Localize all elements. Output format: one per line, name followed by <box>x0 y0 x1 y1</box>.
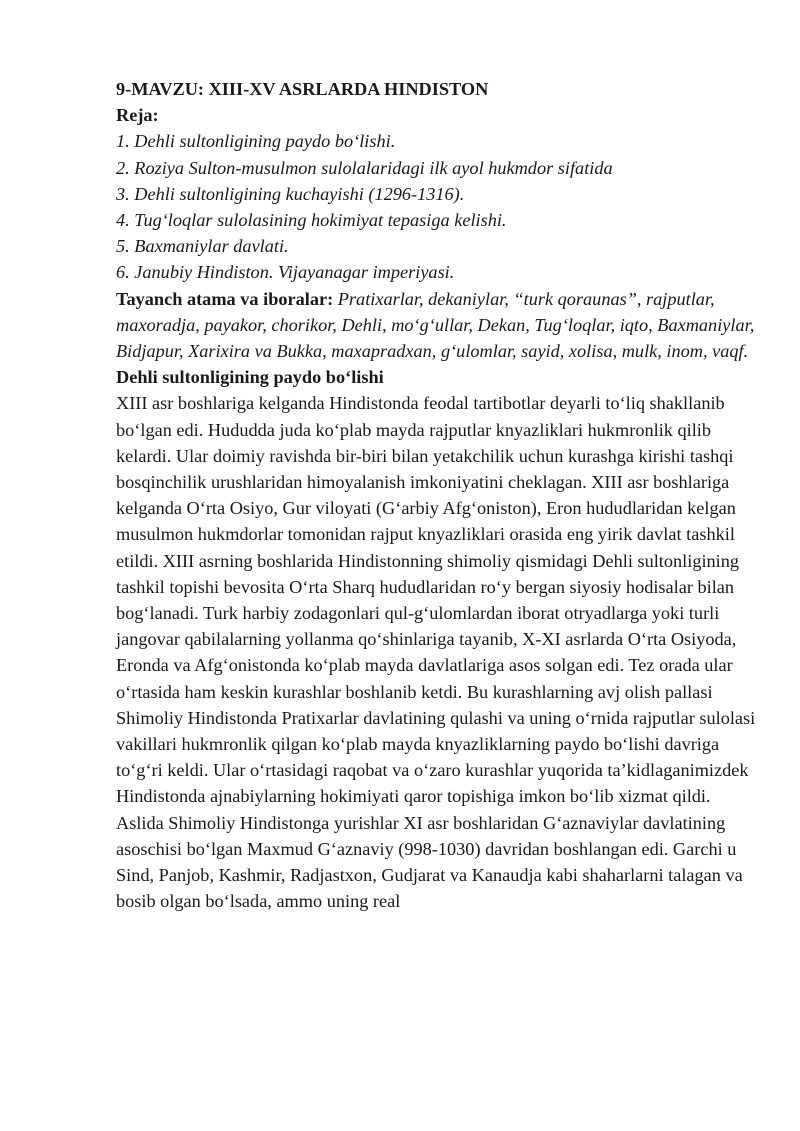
plan-item: 6. Janubiy Hindiston. Vijayanagar imperiyasi. <box>116 262 455 283</box>
plan-item: 4. Tug‘loqlar sulolasining hokimiyat tepasiga kelishi. <box>116 210 507 231</box>
plan-item: 1. Dehli sultonligining paydo bo‘lishi. <box>116 131 396 152</box>
plan-item: 2. Roziya Sulton-musulmon sulolalaridagi ilk ayol hukmdor sifatida <box>116 157 613 178</box>
section-heading: Dehli sultonligining paydo bo‘lishi <box>116 367 384 388</box>
plan-item: 3. Dehli sultonligining kuchayishi (1296-1316). <box>116 183 465 204</box>
plan-item: 5. Baxmaniylar davlati. <box>116 236 289 257</box>
document-title: 9-MAVZU: XIII-XV ASRLARDA HINDISTON <box>116 79 489 99</box>
body-paragraph: Aslida Shimoliy Hindistonga yurishlar XI asr boshlaridan G‘aznaviylar davlatining asoschisi bo‘lgan Maxmud G‘aznaviy (998-1030) davridan boshlangan edi. Garchi u Sind, Panjob, Kashmir, Radjastxon, Gudjarat va Kanaudja kabi shaharlarni talagan va bosib olgan bo‘lsada, ammo uning real <box>116 812 743 912</box>
key-terms-text: Pratixarlar, dekaniylar, “turk qoraunas”, rajputlar, maxoradja, payakor, chorikor, Dehli, mo‘g‘ullar, Dekan, Tug‘loqlar, iqto, Baxmaniylar, Bidjapur, Xarixira va Bukka, maxapradxan, g‘ulomlar, sayid, xolisa, mulk, inom, vaqf. <box>116 288 755 362</box>
body-paragraph: XIII asr boshlariga kelganda Hindistonda feodal tartibotlar deyarli to‘liq shakllanib bo‘lgan edi. Hududda juda ko‘plab mayda rajputlar knyazliklari hukmronlik qilib kelardi. Ular doimiy ravishda bir-biri bilan yetakchilik uchun kurashga kirishi tashqi bosqinchilik urushlaridan himoyalanish imkoniyatini cheklagan. XIII asr boshlariga kelganda O‘rta Osiyo, Gur viloyati (G‘arbiy Afg‘oniston), Eron hududlaridan kelgan musulmon hukmdorlar tomonidan rajput knyazliklari orasida eng yirik davlat tashkil etildi. XIII asrning boshlarida Hindistonning shimoliy qismidagi Dehli sultonligining tashkil topishi bevosita O‘rta Sharq hududlaridan ro‘y bergan siyosiy hodisalar bilan bog‘lanadi. Turk harbiy zodagonlari qul-g‘ulomlardan iborat otryadlarga yoki turli jangovar qabilalarning yollanma qo‘shinlariga tayanib, X-XI asrlarda O‘rta Osiyoda, Eronda va Afg‘onistonda ko‘plab mayda davlatlariga asos solgan edi. Tez orada ular o‘rtasida ham keskin kurashlar boshlanib ketdi. Bu kurashlarning avj olish pallasi Shimoliy Hindistonda Pratixarlar davlatining qulashi va uning o‘rnida rajputlar sulolasi vakillari hukmronlik qilgan ko‘plab mayda knyazliklarning paydo bo‘lishi davriga to‘g‘ri keldi. Ular o‘rtasidagi raqobat va o‘zaro kurashlar yuqorida ta’kidlaganimizdek Hindistonda ajnabiylarning hokimiyati qaror topishiga imkon bo‘lib xizmat qildi. <box>116 393 756 807</box>
key-terms-label: Tayanch atama va iboralar: <box>116 288 334 309</box>
document-page <box>116 76 760 915</box>
key-terms-paragraph <box>116 286 760 365</box>
plan-heading: Reja: <box>116 105 159 126</box>
